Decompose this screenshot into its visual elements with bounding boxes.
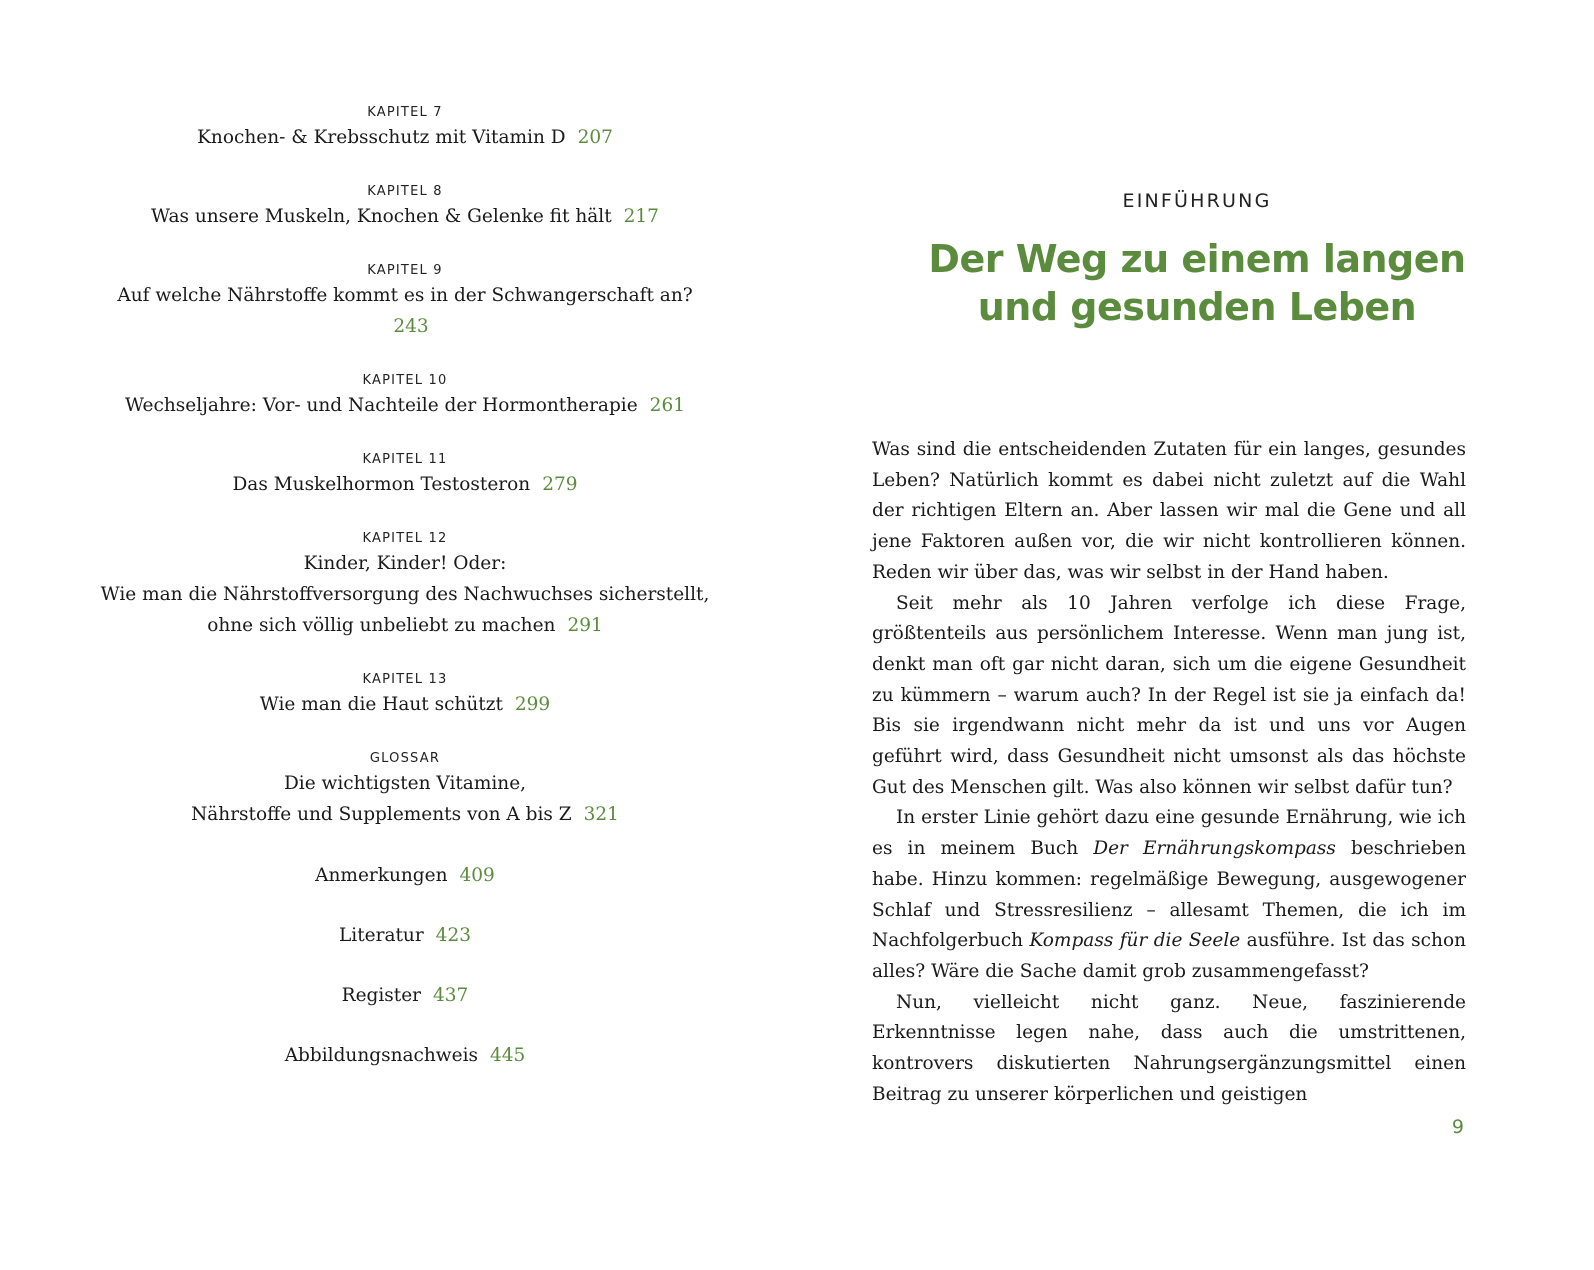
chapter-label: KAPITEL 12 xyxy=(362,531,448,546)
toc-page-number: 299 xyxy=(514,694,551,715)
toc-page-number: 243 xyxy=(393,316,429,337)
toc-title-text: Register xyxy=(341,985,422,1006)
toc-title-line xyxy=(100,579,710,610)
toc-page-number: 207 xyxy=(577,127,613,148)
chapter-label: GLOSSAR xyxy=(369,751,441,766)
toc-title-line xyxy=(100,390,710,421)
headline-line: Der Weg zu einem langen xyxy=(928,237,1466,281)
chapter-label: KAPITEL 13 xyxy=(362,672,448,687)
chapter-label: KAPITEL 7 xyxy=(367,105,443,120)
toc-title-line xyxy=(100,1040,710,1071)
toc-page-number: 291 xyxy=(567,615,603,636)
toc-title xyxy=(100,920,710,951)
paragraph: Nun, vielleicht nicht ganz. Neue, faszinierende Erkenntnisse legen nahe, dass auch die umstrittenen, kontrovers diskutierten Nahrungsergänzungsmittel einen Beitrag zu unserer körperlichen und geistigen xyxy=(872,991,1466,1105)
toc-title-line xyxy=(100,122,710,153)
toc-title-text: Nährstoffe und Supplements von A bis Z xyxy=(191,804,572,825)
chapter-label: KAPITEL 10 xyxy=(362,373,448,388)
toc-title-line xyxy=(100,768,710,799)
body-text xyxy=(872,435,1466,1110)
table-of-contents xyxy=(100,104,710,1100)
toc-title xyxy=(100,201,710,232)
paragraph xyxy=(872,803,1466,987)
toc-title-line xyxy=(100,980,710,1011)
toc-entry[interactable] xyxy=(100,183,710,232)
toc-title-text: Die wichtigsten Vitamine, xyxy=(283,773,527,794)
right-page xyxy=(800,0,1594,1270)
chapter-headline xyxy=(800,235,1594,331)
toc-entry[interactable] xyxy=(100,860,710,891)
toc-entry[interactable] xyxy=(100,671,710,720)
toc-entry[interactable] xyxy=(100,262,710,342)
toc-title-line xyxy=(100,799,710,830)
chapter-label: KAPITEL 8 xyxy=(367,184,443,199)
toc-title-line xyxy=(100,689,710,720)
toc-title xyxy=(100,860,710,891)
toc-title xyxy=(100,280,710,342)
toc-title-text: Abbildungsnachweis xyxy=(284,1045,478,1066)
toc-title-text: ohne sich völlig unbeliebt zu machen xyxy=(207,615,556,636)
toc-page-number: 217 xyxy=(623,206,659,227)
toc-page-number: 321 xyxy=(583,804,619,825)
toc-entry[interactable] xyxy=(100,920,710,951)
toc-title-text: Anmerkungen xyxy=(315,865,448,886)
toc-entry[interactable] xyxy=(100,750,710,830)
toc-title-line xyxy=(100,469,710,500)
toc-entry[interactable] xyxy=(100,980,710,1011)
paragraph: Seit mehr als 10 Jahren verfolge ich diese Frage, größtenteils aus persönlichem Interesse. Wenn man jung ist, denkt man oft gar nicht daran, sich um die eigene Gesundheit zu kümmern – warum auch? In der Regel ist sie ja einfach da! Bis sie irgendwann nicht mehr da ist und uns vor Augen geführt wird, dass Gesundheit nicht umsonst als das höchste Gut des Menschen gilt. Was also können wir selbst dafür tun? xyxy=(872,592,1466,798)
toc-title-line xyxy=(100,280,710,342)
toc-title-line xyxy=(100,548,710,579)
toc-title-line xyxy=(100,201,710,232)
chapter-label: KAPITEL 11 xyxy=(362,452,448,467)
toc-title-line xyxy=(100,860,710,891)
toc-title xyxy=(100,548,710,641)
toc-page-number: 279 xyxy=(542,474,578,495)
toc-entry[interactable] xyxy=(100,451,710,500)
toc-page-number: 445 xyxy=(490,1045,526,1066)
toc-title-text: Wie man die Nährstoffversorgung des Nachwuchses sicherstellt, xyxy=(100,584,710,605)
toc-entry[interactable] xyxy=(100,104,710,153)
toc-entry[interactable] xyxy=(100,372,710,421)
toc-title xyxy=(100,469,710,500)
toc-page-number: 409 xyxy=(459,865,495,886)
toc-title-line xyxy=(100,920,710,951)
toc-title-text: Wechseljahre: Vor- und Nachteile der Hormontherapie xyxy=(125,395,638,416)
section-kicker: EINFÜHRUNG xyxy=(1122,190,1272,212)
toc-page-number: 261 xyxy=(649,395,685,416)
headline-line: und gesunden Leben xyxy=(977,285,1417,329)
toc-title-text: Kinder, Kinder! Oder: xyxy=(303,553,507,574)
toc-title-text: Was unsere Muskeln, Knochen & Gelenke fit hält xyxy=(151,206,612,227)
toc-title xyxy=(100,1040,710,1071)
toc-title xyxy=(100,122,710,153)
toc-title xyxy=(100,689,710,720)
toc-title-text: Wie man die Haut schützt xyxy=(259,694,503,715)
toc-title-text: Knochen- & Krebsschutz mit Vitamin D xyxy=(197,127,566,148)
toc-title-text: Das Muskelhormon Testosteron xyxy=(232,474,531,495)
chapter-label: KAPITEL 9 xyxy=(367,263,443,278)
page-number: 9 xyxy=(1451,1116,1464,1138)
toc-entry[interactable] xyxy=(100,530,710,641)
paragraph-text: In erster Linie gehört dazu eine gesunde Ernährung, wie ich es in meinem Buch Der Ernährungskompass beschrieben habe. Hinzu kommen: regelmäßige Bewegung, ausgewogener Schlaf und Stressresilienz – allesamt Themen, die ich im Nachfolgerbuch Kompass für die Seele ausführe. Ist das schon alles? Wäre die Sache damit grob zusammengefasst? xyxy=(872,807,1466,982)
paragraph: Was sind die entscheidenden Zutaten für ein langes, gesundes Leben? Natürlich kommt es dabei nicht zuletzt auf die Wahl der richtigen Eltern an. Aber lassen wir mal die Gene und all jene Faktoren außen vor, die wir nicht kontrollieren können. Reden wir über das, was wir selbst in der Hand haben. xyxy=(872,439,1466,583)
toc-page-number: 437 xyxy=(433,985,469,1006)
toc-title xyxy=(100,768,710,830)
toc-title xyxy=(100,980,710,1011)
toc-title-line xyxy=(100,610,710,641)
toc-title xyxy=(100,390,710,421)
toc-page-number: 423 xyxy=(435,925,471,946)
toc-entry[interactable] xyxy=(100,1040,710,1071)
toc-title-text: Literatur xyxy=(339,925,424,946)
toc-title-text: Auf welche Nährstoffe kommt es in der Schwangerschaft an? xyxy=(117,285,693,306)
